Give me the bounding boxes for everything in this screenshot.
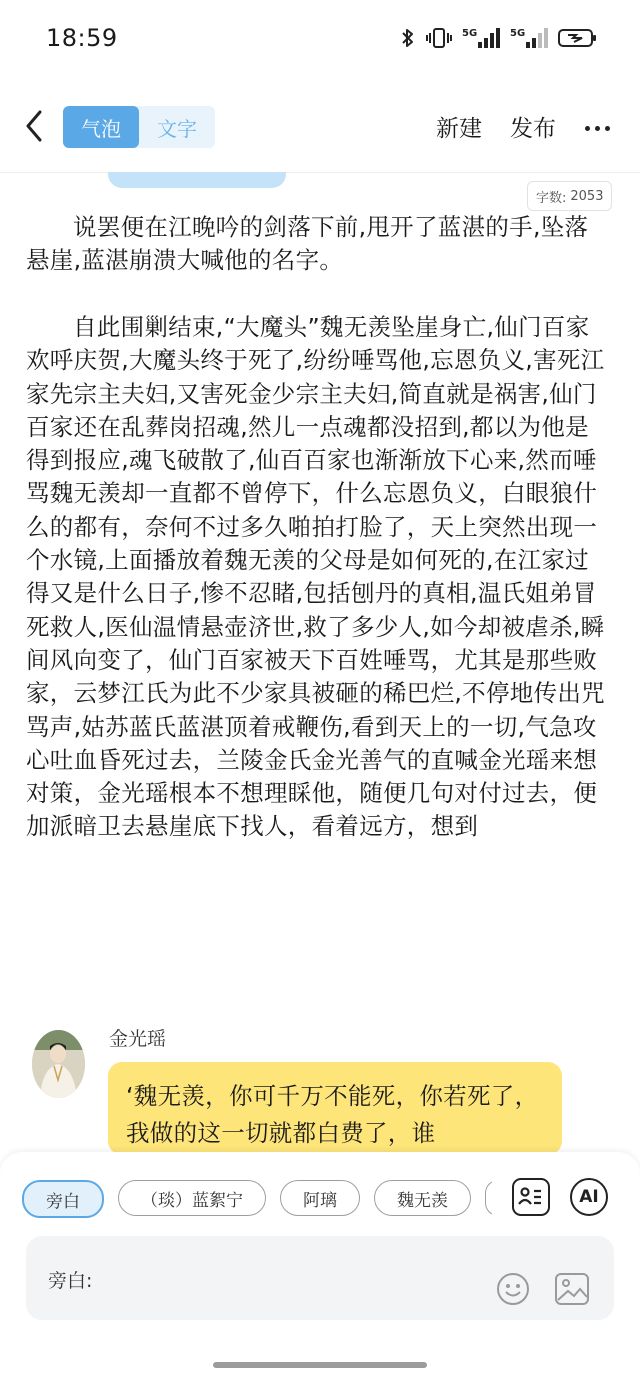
signal-icon: [510, 26, 548, 50]
role-chip[interactable]: [485, 1180, 492, 1216]
word-count-badge: [527, 181, 612, 211]
message-bubble[interactable]: [108, 1062, 562, 1155]
narration-paragraph: 说罢便在江晚吟的剑落下前,甩开了蓝湛的手,坠落悬崖,蓝湛崩溃大喊他的名字。: [26, 213, 589, 275]
home-indicator[interactable]: [213, 1362, 427, 1368]
avatar[interactable]: [32, 1030, 85, 1098]
network-type-label: 5G: [462, 28, 478, 39]
status-bar: [0, 0, 640, 82]
word-count-label: 字数:: [536, 190, 567, 206]
message-text: ‘魏无羡，你可千万不能死，你若死了，我做的这一切就都白费了，谁: [126, 1082, 539, 1147]
previous-message-bubble: [108, 172, 286, 188]
role-chip-list: [22, 1180, 492, 1218]
image-icon[interactable]: [554, 1272, 590, 1306]
back-button[interactable]: [16, 106, 52, 146]
battery-charging-icon: [558, 26, 598, 50]
status-icons: [400, 26, 598, 50]
tab-text[interactable]: 文字: [157, 116, 197, 141]
composer-input[interactable]: [26, 1236, 614, 1320]
vibrate-icon: [426, 26, 452, 50]
more-icon[interactable]: [585, 126, 610, 131]
bluetooth-icon: [400, 26, 416, 50]
publish-button[interactable]: 发布: [510, 116, 556, 142]
chevron-left-icon: [24, 109, 44, 143]
status-time: 18:59: [46, 24, 118, 52]
network-type-label: 5G: [510, 28, 526, 39]
role-chip[interactable]: （琰）蓝絮宁: [118, 1180, 266, 1216]
mode-switch: [63, 106, 215, 148]
emoji-icon[interactable]: [496, 1272, 530, 1306]
word-count-value: 2053: [570, 188, 604, 204]
new-button[interactable]: 新建: [436, 116, 482, 142]
role-chip[interactable]: 魏无羡: [374, 1180, 471, 1216]
composer-role-label: 旁白:: [48, 1270, 93, 1292]
composer-panel: [0, 1152, 640, 1385]
role-chip[interactable]: 旁白: [22, 1180, 104, 1218]
app-header: [0, 82, 640, 173]
character-card-icon[interactable]: [512, 1178, 550, 1216]
speaker-name: 金光瑶: [109, 1028, 167, 1050]
signal-icon: [462, 26, 500, 50]
ai-icon[interactable]: AI: [570, 1178, 608, 1216]
tab-bubble[interactable]: 气泡: [63, 106, 139, 148]
role-chip[interactable]: 阿璃: [280, 1180, 360, 1216]
narration-paragraph: 自此围剿结束,“大魔头”魏无羡坠崖身亡,仙门百家欢呼庆贺,大魔头终于死了,纷纷唾骂他,忘恩负义,害死江家先宗主夫妇,又害死金少宗主夫妇,简直就是祸害,仙门百家还在乱葬岗招魂,然儿一点魂都没招到,都以为他是得到报应,魂飞破散了,仙百百家也渐渐放下心来,然而唾骂魏无羡却一直都不曾停下，什么忘恩负义，白眼狼什么的都有，奈何不过多久啪拍打脸了，天上突然出现一个水镜,上面播放着魏无羡的父母是如何死的,在江家过得又是什么日子,惨不忍睹,包括刨丹的真相,温氏姐弟冒死救人,医仙温情悬壶济世,救了多少人,如今却被虐杀,瞬间风向变了，仙门百家被天下百姓唾骂，尤其是那些败家，云梦江氏为此不少家具被砸的稀巴烂,不停地传出咒骂声,姑苏蓝氏蓝湛顶着戒鞭伤,看到天上的一切,气急攻心吐血昏死过去，兰陵金氏金光善气的直喊金光瑶来想对策，金光瑶根本不想理睬他，随便几句对付过去，便加派暗卫去悬崖底下找人，看着远方，想到: [26, 313, 605, 841]
